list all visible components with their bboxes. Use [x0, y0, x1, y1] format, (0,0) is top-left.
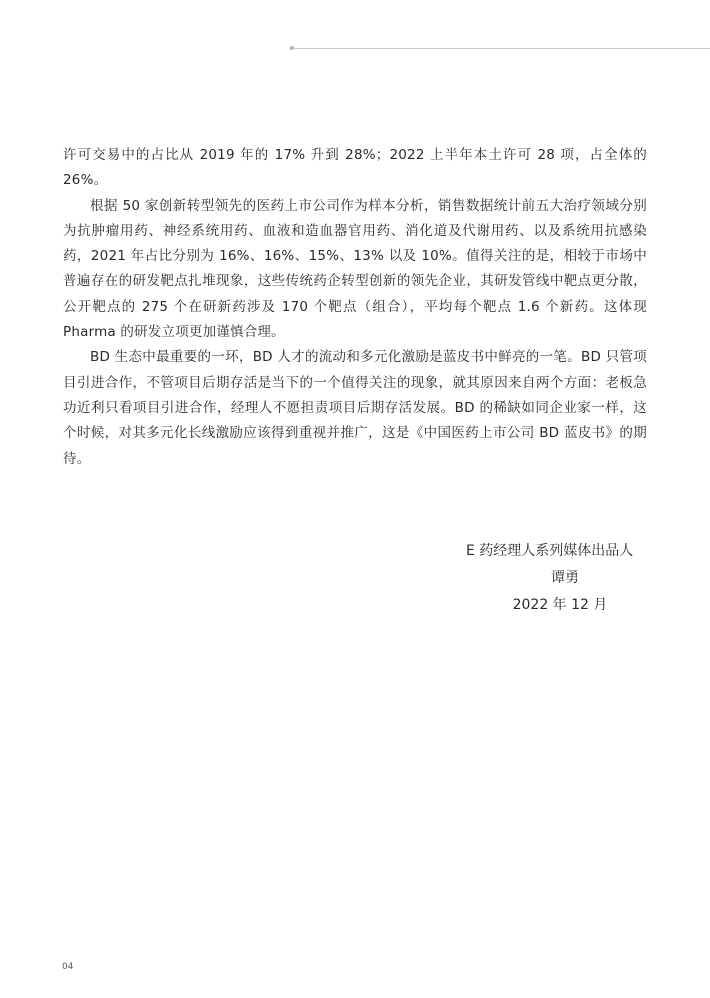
paragraph-continuation: 许可交易中的占比从 2019 年的 17% 升到 28%；2022 上半年本土许可 28 项，占全体的 26%。 — [63, 147, 647, 189]
paragraph-bd-talent: BD 生态中最重要的一环，BD 人才的流动和多元化激励是蓝皮书中鲜亮的一笔。BD 只管项目引进合作，不管项目后期存活是当下的一个值得关注的现象，就其原因来自两个方面：老板急功近利只看项目引进合作，经理人不愿担责项目后期存活发展。BD 的稀缺如同企业家一样，这个时候，对其多元化长线激励应该得到重视并推广，这是《中国医药上市公司 BD 蓝皮书》的期待。 — [63, 349, 647, 467]
signature-organization: E 药经理人系列媒体出品人 — [466, 543, 634, 559]
signature-block — [440, 538, 680, 619]
header-rule — [292, 48, 710, 49]
article-body — [63, 143, 647, 472]
signature-date: 2022 年 12 月 — [512, 597, 608, 613]
signature-name: 谭勇 — [551, 570, 579, 586]
paragraph-therapy-areas: 根据 50 家创新转型领先的医药上市公司作为样本分析，销售数据统计前五大治疗领域分别为抗肿瘤用药、神经系统用药、血液和造血器官用药、消化道及代谢用药、以及系统用抗感染药，2021 年占比分别为 16%、16%、15%、13% 以及 10%。值得关注的是，相较于市场中普遍存在的研发靶点扎堆现象，这些传统药企转型创新的领先企业，其研发管线中靶点更分散，公开靶点的 275 个在研新药涉及 170 个靶点（组合），平均每个靶点 1.6 个新药。这体现 Pharma 的研发立项更加谨慎合理。 — [63, 197, 647, 341]
page-number: 04 — [62, 962, 74, 972]
